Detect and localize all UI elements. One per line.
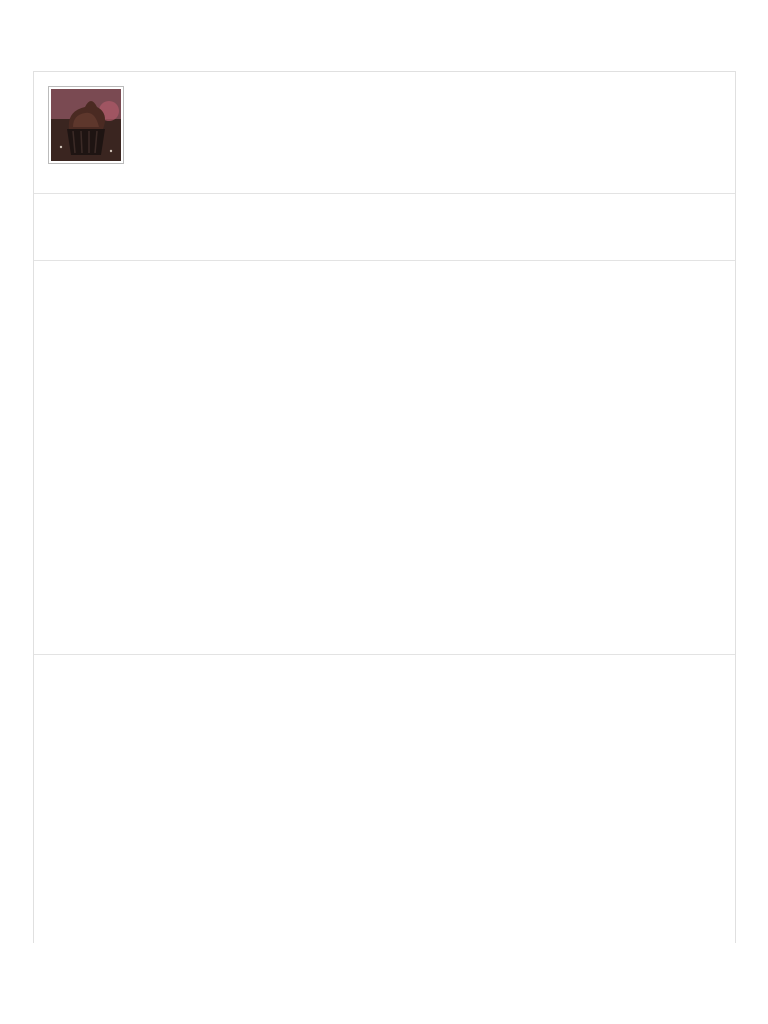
recipe-card (33, 71, 736, 943)
cupcake-photo (48, 86, 124, 164)
print-footer (22, 960, 746, 974)
recipe-description (34, 194, 735, 261)
instructions-section (34, 655, 735, 667)
print-header (22, 22, 746, 36)
cupcake-illustration (51, 89, 121, 161)
recipe-header (34, 72, 735, 194)
recipe-times (146, 135, 164, 149)
ingredients-section (34, 261, 735, 655)
